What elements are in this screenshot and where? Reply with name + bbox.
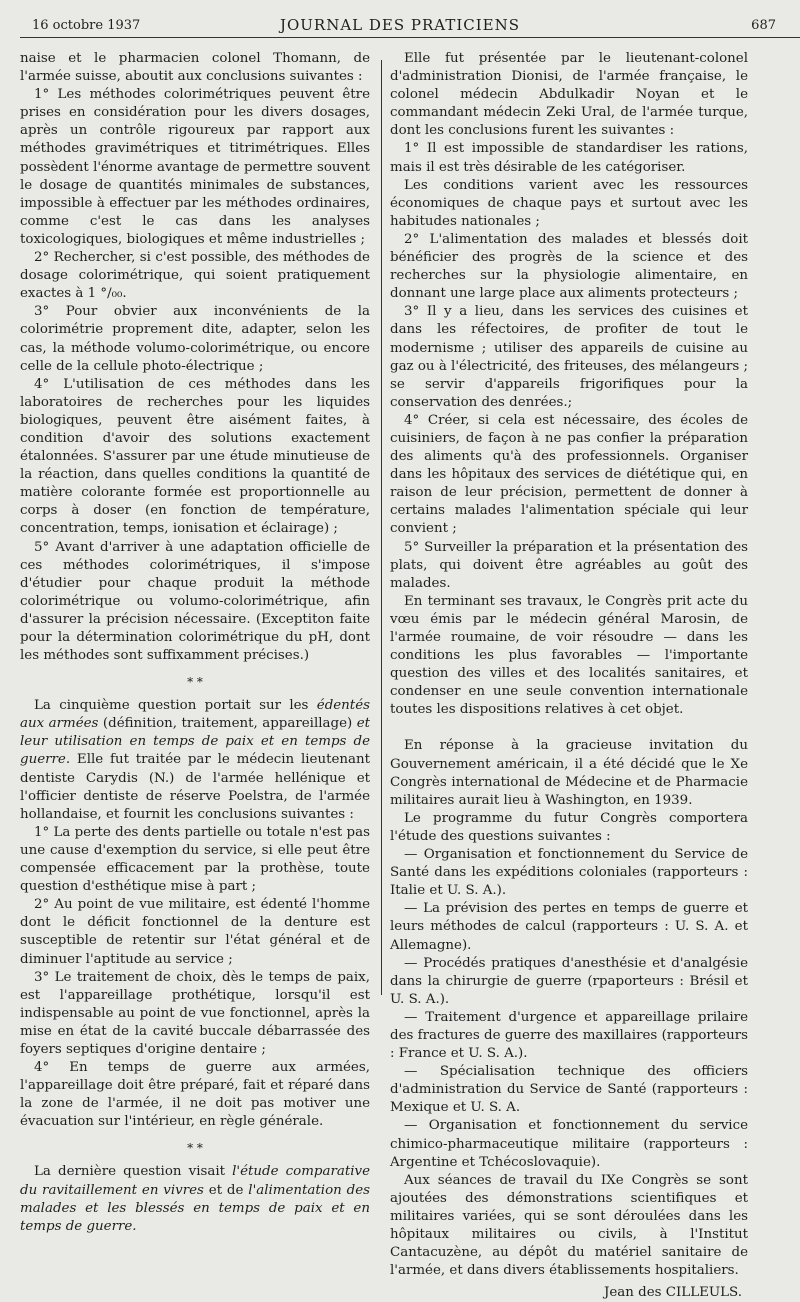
paragraph: 2° Rechercher, si c'est possible, des méthodes de dosage colorimétrique, qui soient pratiquement exactes à 1 °/₀₀. (20, 250, 370, 302)
paragraph: 4° L'utilisation de ces méthodes dans les laboratoires de recherches pour les liquides biologiques, peuvent être aisément faites, à condition d'avoir des solutions exactement étalonnées. S'assurer par une étude minutieuse de la réaction, dans quelles conditions la quantité de matière colorante formée est proportionnelle au corps à doser (en fonction de température, concentration, temps, ionisation et éclairage) ; (20, 376, 370, 537)
page-number: 687 (751, 18, 776, 33)
paragraph: 5° Avant d'arriver à une adaptation officielle de ces méthodes colorimétriques, il s'impose d'étudier pour chaque produit la méthode colorimétrique ou volumo-colorimétrique, afin d'assurer la précision nécessaire. (Exceptiton faite pour la détermination colorimétrique du pH, dont les méthodes sont suffixamment précises.) (20, 539, 370, 664)
paragraph: — Procédés pratiques d'anesthésie et d'analgésie dans la chirurgie de guerre (rpaporteurs : Brésil et U. S. A.). (390, 955, 748, 1007)
right-column (390, 50, 748, 1302)
paragraph: 2° Au point de vue militaire, est édenté l'homme dont le déficit fonctionnel de la denture est susceptible de retentir sur l'état général et de diminuer l'aptitude au service ; (20, 897, 370, 967)
section-separator: * * (187, 1141, 203, 1156)
paragraph: — Spécialisation technique des officiers d'administration du Service de Santé (rapporteurs : Mexique et U. S. A. (390, 1064, 748, 1116)
paragraph: 1° Il est impossible de standardiser les rations, mais il est très désirable de les catégoriser. (390, 141, 748, 175)
paragraph: Elle fut présentée par le lieutenant-colonel d'administration Dionisi, de l'armée française, le colonel médecin Abdulkadir Noyan et le commandant médecin Zeki Ural, de l'armée turque, dont les conclusions furent les suivantes : (390, 51, 748, 139)
issue-date: 16 octobre 1937 (32, 18, 141, 33)
paragraph: naise et le pharmacien colonel Thomann, de l'armée suisse, aboutit aux conclusions suivantes : (20, 51, 370, 85)
header-rule (20, 37, 800, 38)
paragraph: 4° Créer, si cela est nécessaire, des écoles de cuisiniers, de façon à ne pas confier la préparation des aliments qu'à des professionnels. Organiser dans les hôpitaux des services de diététique qui, en raison de leur précision, permettent de donner à certains malades l'alimentation spéciale qui leur convient ; (390, 412, 748, 537)
paragraph: Le programme du futur Congrès comportera l'étude des questions suivantes : (390, 810, 748, 844)
paragraph: 2° L'alimentation des malades et blessés doit bénéficier des progrès de la science et des recherches sur la physiologie alimentaire, en donnant une large place aux aliments protecteurs ; (390, 231, 748, 302)
paragraph: 3° Le traitement de choix, dès le temps de paix, est l'appareillage prothétique, lorsqu'il est indispensable au point de vue fonctionnel, après la mise en état de la cavité buccale débarrassée des foyers septiques d'origine dentaire ; (20, 969, 370, 1057)
paragraph: Aux séances de travail du IXe Congrès se sont ajoutées des démonstrations scientifiques et militaires variées, qui se sont déroulées dans les hôpitaux militaires ou civils, à l'Institut Cantacuzène, au dépôt du matériel sanitaire de l'armée, et dans divers établissements hospitaliers. (390, 1172, 748, 1279)
paragraph: 1° La perte des dents partielle ou totale n'est pas une cause d'exemption du service, si elle peut être compensée efficacement par la prothèse, toute question d'esthétique mise à part ; (20, 824, 370, 895)
journal-title: JOURNAL DES PRATICIENS (279, 16, 521, 34)
left-column (20, 50, 370, 1236)
paragraph: — Traitement d'urgence et appareillage prilaire des fractures de guerre des maxillaires (rapporteurs : France et U. S. A.). (390, 1009, 748, 1062)
section-separator: * * (187, 675, 203, 690)
paragraph: 1° Les méthodes colorimétriques peuvent être prises en considération pour les divers dosages, après un contrôle rigoureux par rapport aux méthodes gravimétriques et titrimétriques. Elles possèdent l'énorme avantage de permettre souvent le dosage de quantités minimales de substances, impossible à effectuer par les méthodes ordinaires, comme c'est le cas dans les analyses toxicologiques, biologiques et même industrielles ; (20, 87, 370, 247)
paragraph: 5° Surveiller la préparation et la présentation des plats, qui doivent être agréables au goût des malades. (390, 539, 748, 591)
author-signature: Jean des CILLEULS. (603, 1285, 742, 1301)
paragraph: En terminant ses travaux, le Congrès prit acte du vœu émis par le médecin général Marosin, de l'armée roumaine, de voir résoudre — dans les conditions les plus favorables — l'importante question des villes et des localités sanitaires, et condenser en une seule convention internationale toutes les dispositions relatives à cet objet. (390, 593, 748, 718)
paragraph: — La prévision des pertes en temps de guerre et leurs méthodes de calcul (rapporteurs : U. S. A. et Allemagne). (390, 901, 748, 953)
page-header (0, 12, 800, 36)
paragraph: — Organisation et fonctionnement du Service de Santé dans les expéditions coloniales (rapporteurs : Italie et U. S. A.). (390, 847, 748, 899)
paragraph: En réponse à la gracieuse invitation du Gouvernement américain, il a été décidé que le Xe Congrès international de Médecine et de Pharmacie militaires aurait lieu à Washington, en 1939. (390, 738, 748, 808)
paragraph: 3° Il y a lieu, dans les services des cuisines et dans les réfectoires, de profiter de tout le modernisme ; utiliser des appareils de cuisine au gaz ou à l'électricité, des friteuses, des mélangeurs ; se servir d'appareils frigorifiques pour la conservation des denrées.; (390, 304, 748, 410)
paragraph: La dernière question visait l'étude comparative du ravitaillement en vivres et de l'alimentation des malades et les blessés en temps de paix et en temps de guerre. (20, 1164, 371, 1234)
column-divider (381, 60, 382, 995)
paragraph: 4° En temps de guerre aux armées, l'appareillage doit être préparé, fait et réparé dans la zone de l'armée, il ne doit pas motiver une évacuation sur l'intérieur, en règle générale. (20, 1060, 370, 1130)
paragraph: Les conditions varient avec les ressources économiques de chaque pays et surtout avec les habitudes nationales ; (390, 177, 748, 229)
paragraph: 3° Pour obvier aux inconvénients de la colorimétrie proprement dite, adapter, selon les cas, la méthode volumo-colorimétrique, ou encore celle de la cellule photo-électrique ; (20, 304, 370, 374)
paragraph: La cinquième question portait sur les édentés aux armées (définition, traitement, appareillage) et leur utilisation en temps de paix et en temps de guerre. Elle fut traitée par le médecin lieutenant dentiste Carydis (N.) de l'armée hellénique et l'officier dentiste de réserve Poelstra, de l'armée hollandaise, et fournit les conclusions suivantes : (20, 698, 370, 822)
paragraph: — Organisation et fonctionnement du service chimico-pharmaceutique militaire (rapporteurs : Argentine et Tchécoslovaquie). (390, 1118, 748, 1170)
